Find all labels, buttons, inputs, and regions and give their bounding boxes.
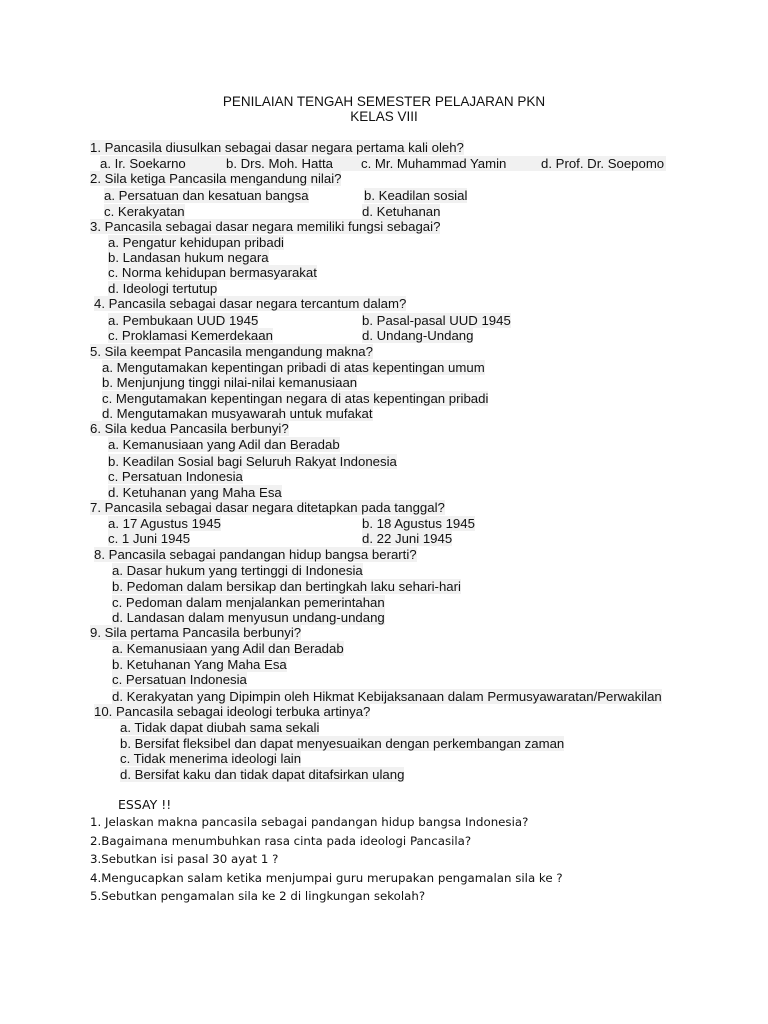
- option-4d: d. Undang-Undang: [362, 328, 474, 343]
- option-10c: c. Tidak menerima ideologi lain: [120, 751, 302, 766]
- option-7d: d. 22 Juni 1945: [362, 531, 453, 546]
- essay-item-4: 4.Mengucapkan salam ketika menjumpai guru merupakan pengamalan sila ke ?: [90, 871, 563, 885]
- essay-item-1: 1. Jelaskan makna pancasila sebagai pandangan hidup bangsa Indonesia?: [90, 815, 529, 829]
- question-3: 3. Pancasila sebagai dasar negara memiliki fungsi sebagai?: [90, 219, 441, 234]
- exam-class: KELAS VIII: [350, 109, 418, 124]
- essay-item-3: 3.Sebutkan isi pasal 30 ayat 1 ?: [90, 852, 279, 866]
- essay-item-2: 2.Bagaimana menumbuhkan rasa cinta pada ideologi Pancasila?: [90, 834, 472, 848]
- essay-heading: ESSAY !!: [118, 797, 172, 812]
- option-10d: d. Bersifat kaku dan tidak dapat ditafsirkan ulang: [120, 767, 405, 782]
- option-4c: c. Proklamasi Kemerdekaan: [108, 328, 273, 343]
- option-10b: b. Bersifat fleksibel dan dapat menyesuaikan dengan perkembangan zaman: [120, 736, 565, 751]
- option-7c: c. 1 Juni 1945: [108, 531, 191, 546]
- option-10a: a. Tidak dapat diubah sama sekali: [120, 720, 320, 735]
- question-8: 8. Pancasila sebagai pandangan hidup bangsa berarti?: [94, 547, 417, 562]
- option-6a: a. Kemanusiaan yang Adil dan Beradab: [108, 437, 340, 452]
- option-6d: d. Ketuhanan yang Maha Esa: [108, 485, 282, 500]
- option-3c: c. Norma kehidupan bermasyarakat: [108, 265, 317, 280]
- option-6c: c. Persatuan Indonesia: [108, 469, 243, 484]
- option-8d: d. Landasan dalam menyusun undang-undang: [112, 610, 385, 625]
- option-7b: b. 18 Agustus 1945: [362, 516, 475, 531]
- option-9a: a. Kemanusiaan yang Adil dan Beradab: [112, 641, 344, 656]
- option-6b: b. Keadilan Sosial bagi Seluruh Rakyat Indonesia: [108, 454, 397, 469]
- option-9c: c. Persatuan Indonesia: [112, 672, 247, 687]
- question-9: 9. Sila pertama Pancasila berbunyi?: [90, 625, 302, 640]
- option-8b: b. Pedoman dalam bersikap dan bertingkah laku sehari-hari: [112, 579, 461, 594]
- question-1: 1. Pancasila diusulkan sebagai dasar negara pertama kali oleh?: [90, 140, 464, 155]
- option-2b: b. Keadilan sosial: [364, 188, 468, 203]
- option-5d: d. Mengutamakan musyawarah untuk mufakat: [102, 406, 373, 421]
- question-5: 5. Sila keempat Pancasila mengandung makna?: [90, 344, 373, 359]
- option-4a: a. Pembukaan UUD 1945: [108, 313, 259, 328]
- option-7a: a. 17 Agustus 1945: [108, 516, 221, 531]
- option-5a: a. Mengutamakan kepentingan pribadi di atas kepentingan umum: [102, 360, 485, 375]
- option-8c: c. Pedoman dalam menjalankan pemerintahan: [112, 595, 385, 610]
- option-9d: d. Kerakyatan yang Dipimpin oleh Hikmat Kebijaksanaan dalam Permusyawaratan/Perwakilan: [112, 689, 662, 704]
- question-6: 6. Sila kedua Pancasila berbunyi?: [90, 421, 289, 436]
- option-5b: b. Menjunjung tinggi nilai-nilai kemanusiaan: [102, 375, 358, 390]
- question-7: 7. Pancasila sebagai dasar negara ditetapkan pada tanggal?: [90, 500, 445, 515]
- option-1c: c. Mr. Muhammad Yamin: [361, 156, 507, 171]
- option-3d: d. Ideologi tertutup: [108, 281, 218, 296]
- option-2d: d. Ketuhanan: [362, 204, 441, 219]
- option-1a: a. Ir. Soekarno: [100, 156, 186, 171]
- option-8a: a. Dasar hukum yang tertinggi di Indonesia: [112, 563, 363, 578]
- option-1b: b. Drs. Moh. Hatta: [226, 156, 334, 171]
- option-2c: c. Kerakyatan: [104, 204, 185, 219]
- option-1d: d. Prof. Dr. Soepomo: [541, 156, 665, 171]
- question-4: 4. Pancasila sebagai dasar negara tercantum dalam?: [94, 296, 407, 311]
- question-1-options-row: [100, 156, 666, 171]
- exam-title: PENILAIAN TENGAH SEMESTER PELAJARAN PKN: [222, 94, 546, 109]
- option-2a: a. Persatuan dan kesatuan bangsa: [104, 188, 309, 203]
- option-9b: b. Ketuhanan Yang Maha Esa: [112, 657, 287, 672]
- essay-item-5: 5.Sebutkan pengamalan sila ke 2 di lingkungan sekolah?: [90, 889, 426, 903]
- question-2: 2. Sila ketiga Pancasila mengandung nilai?: [90, 171, 342, 186]
- option-5c: c. Mengutamakan kepentingan negara di atas kepentingan pribadi: [102, 391, 489, 406]
- question-10: 10. Pancasila sebagai ideologi terbuka artinya?: [94, 704, 371, 719]
- option-3b: b. Landasan hukum negara: [108, 250, 269, 265]
- option-4b: b. Pasal-pasal UUD 1945: [362, 313, 511, 328]
- option-3a: a. Pengatur kehidupan pribadi: [108, 235, 284, 250]
